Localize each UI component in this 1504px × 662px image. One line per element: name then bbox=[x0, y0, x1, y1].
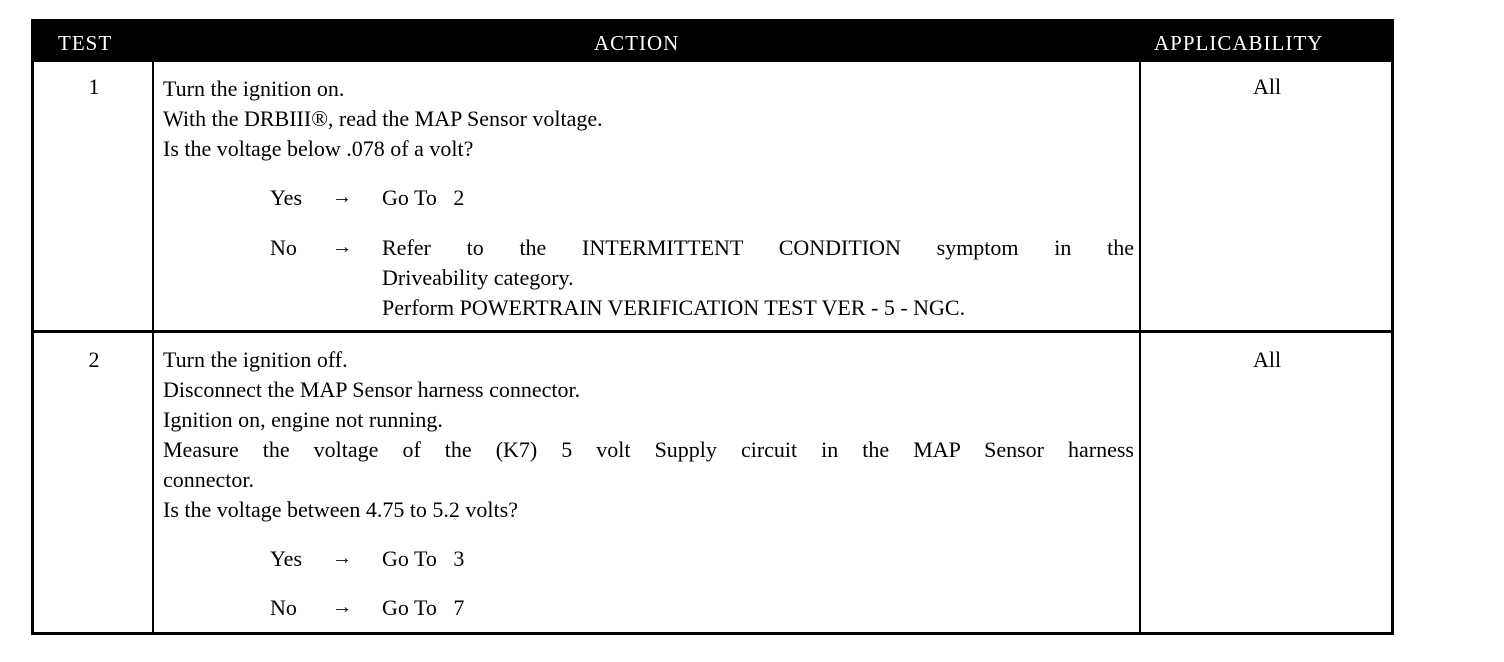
row-divider bbox=[34, 330, 1391, 333]
applicability-value: All bbox=[1252, 347, 1282, 372]
action-question: Is the voltage between 4.75 to 5.2 volts? bbox=[163, 497, 518, 522]
action-step: Turn the ignition on. bbox=[163, 76, 345, 101]
action-step: With the DRBIII®, read the MAP Sensor voltage. bbox=[163, 106, 603, 131]
header-action: ACTION bbox=[594, 31, 680, 55]
response-yes-result: Go To 2 bbox=[382, 185, 465, 210]
response-no-label: No bbox=[270, 235, 297, 260]
response-no-result: Perform POWERTRAIN VERIFICATION TEST VER - 5 - NGC. bbox=[382, 295, 966, 320]
right-arrow-icon: → bbox=[332, 236, 352, 258]
action-question: Is the voltage below .078 of a volt? bbox=[163, 136, 474, 161]
right-arrow-icon: → bbox=[332, 596, 352, 618]
header-test: TEST bbox=[58, 31, 113, 55]
test-number: 1 bbox=[88, 74, 100, 99]
response-yes-label: Yes bbox=[270, 546, 303, 571]
response-no-result: Driveability category. bbox=[382, 265, 574, 290]
response-yes-label: Yes bbox=[270, 185, 303, 210]
action-step: Ignition on, engine not running. bbox=[163, 407, 443, 432]
action-step: Measure the voltage of the (K7) 5 volt Supply circuit in the MAP Sensor harness bbox=[163, 437, 1134, 462]
response-no-result: Refer to the INTERMITTENT CONDITION symptom in the bbox=[382, 235, 1134, 260]
diagnostic-test-table bbox=[31, 19, 1394, 635]
table-header bbox=[34, 22, 1391, 62]
right-arrow-icon: → bbox=[332, 186, 352, 208]
right-arrow-icon: → bbox=[332, 547, 352, 569]
response-no-result: Go To 7 bbox=[382, 595, 465, 620]
header-applicability: APPLICABILITY bbox=[1154, 31, 1324, 55]
response-yes-result: Go To 3 bbox=[382, 546, 465, 571]
response-no-label: No bbox=[270, 595, 297, 620]
test-number: 2 bbox=[88, 347, 100, 372]
applicability-value: All bbox=[1252, 74, 1282, 99]
action-step: Turn the ignition off. bbox=[163, 347, 348, 372]
action-step: Disconnect the MAP Sensor harness connector. bbox=[163, 377, 581, 402]
action-step: connector. bbox=[163, 467, 255, 492]
